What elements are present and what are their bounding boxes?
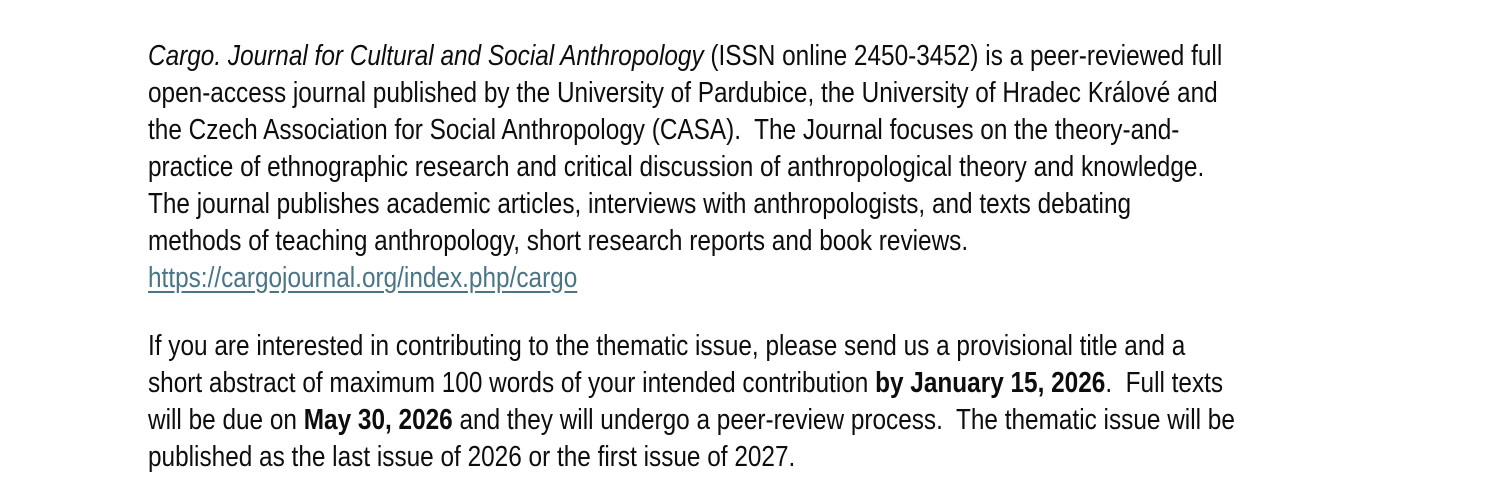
journal-title-italic: Cargo. Journal for Cultural and Social Anthropology — [148, 40, 704, 72]
fulltext-deadline-date: May 30, 2026 — [303, 404, 453, 436]
journal-desc-line-3: the Czech Association for Social Anthropology (CASA). The Journal focuses on the theory-and- — [148, 114, 1180, 146]
call-line-2-post: . Full texts — [1105, 367, 1224, 399]
journal-desc-line-1 — [148, 38, 1458, 75]
abstract-deadline-date: by January 15, 2026 — [875, 367, 1106, 399]
call-line-4: published as the last issue of 2026 or the first issue of 2027. — [148, 441, 796, 473]
paragraph-journal-description — [148, 38, 1458, 297]
journal-link-line — [148, 260, 1458, 297]
journal-desc-line-4: practice of ethnographic research and critical discussion of anthropological theory and knowledge. — [148, 151, 1205, 183]
journal-desc-line-2: open-access journal published by the University of Pardubice, the University of Hradec Králové and — [148, 77, 1218, 109]
call-line-3 — [148, 402, 1458, 439]
journal-desc-line-6: methods of teaching anthropology, short research reports and book reviews. — [148, 225, 969, 257]
call-line-3-pre: will be due on — [148, 404, 304, 436]
text-column — [148, 38, 1458, 476]
call-line-2 — [148, 365, 1458, 402]
call-line-1: If you are interested in contributing to the thematic issue, please send us a provisional title and a — [148, 330, 1186, 362]
journal-website-link[interactable]: https://cargojournal.org/index.php/cargo — [148, 262, 578, 294]
call-line-3-post: and they will undergo a peer-review process. The thematic issue will be — [452, 404, 1235, 436]
journal-desc-line-1-rest: (ISSN online 2450-3452) is a peer-reviewed full — [703, 40, 1223, 72]
paragraph-call-for-papers — [148, 328, 1458, 476]
journal-desc-line-5: The journal publishes academic articles, interviews with anthropologists, and texts debating — [148, 188, 1132, 220]
call-line-2-pre: short abstract of maximum 100 words of your intended contribution — [148, 367, 876, 399]
